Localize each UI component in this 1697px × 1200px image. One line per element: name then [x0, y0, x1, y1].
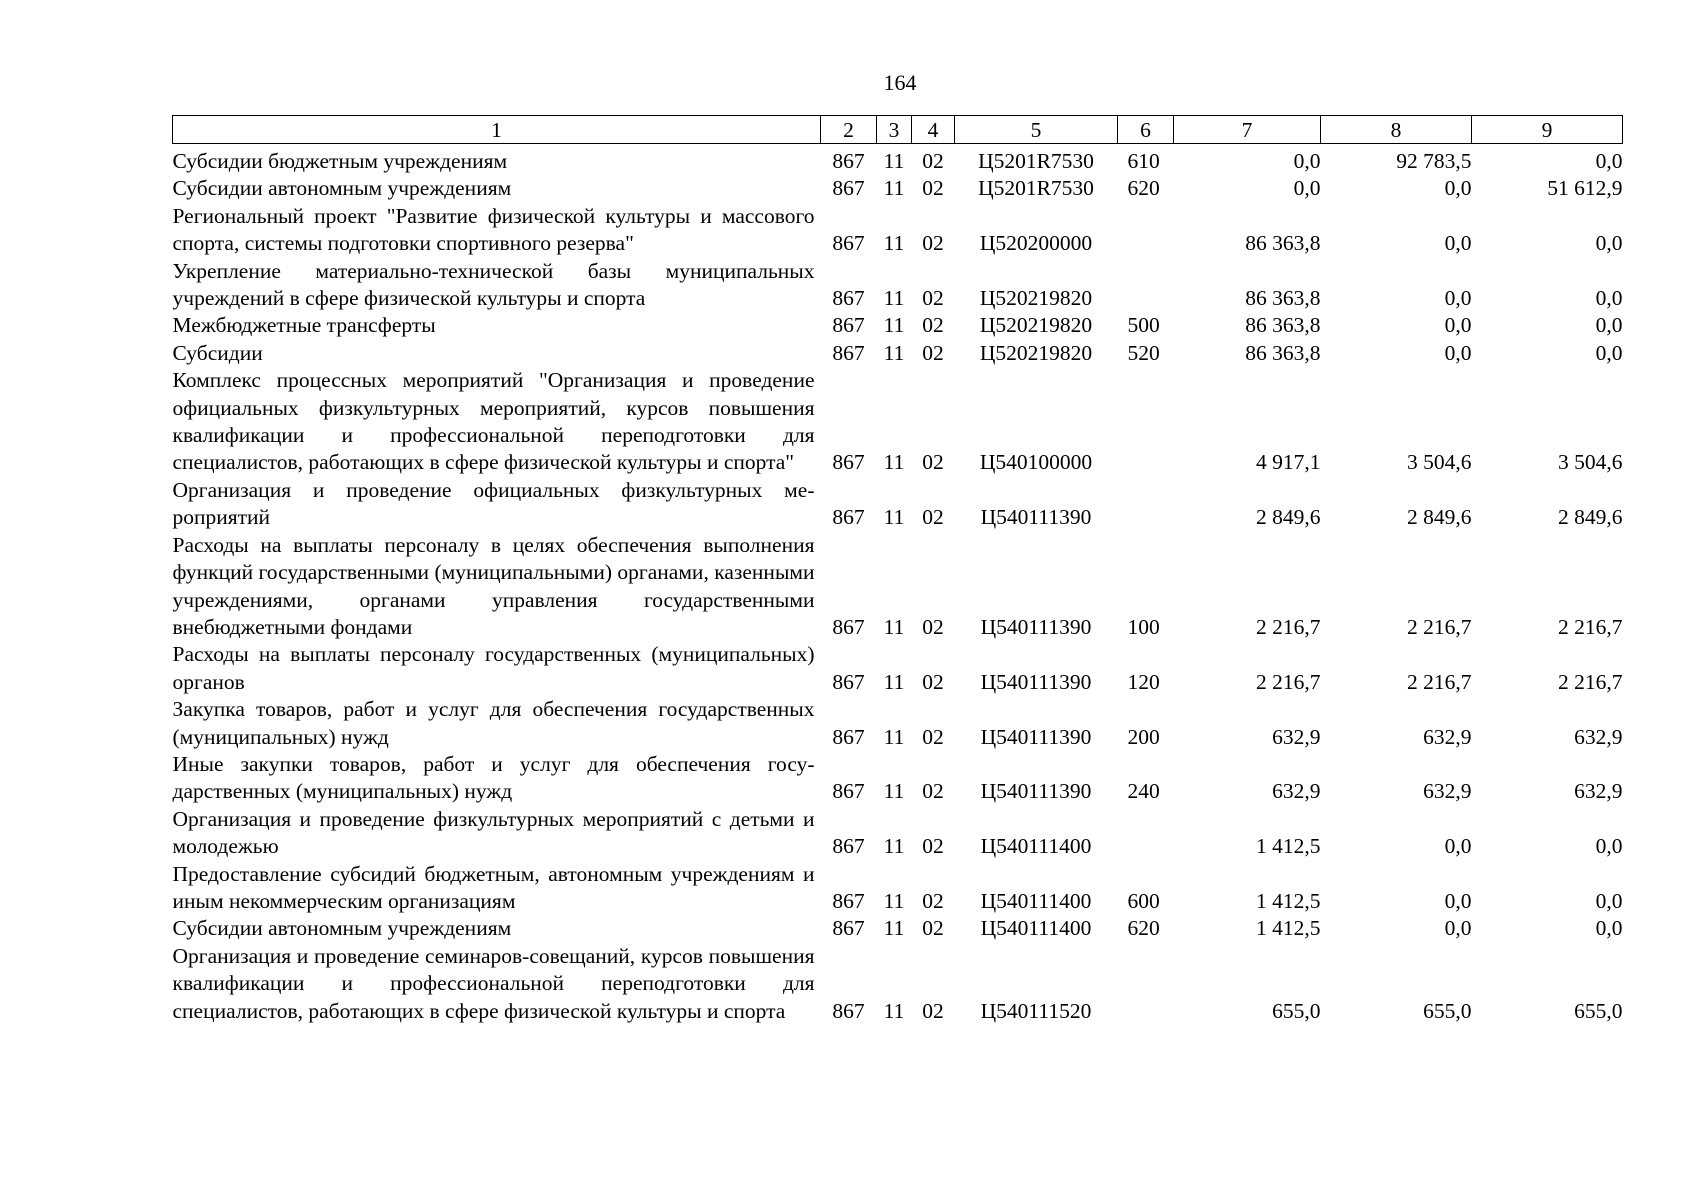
row-name-cell: Комплекс процессных мероприятий "Организация и проведение официальных физкультурных мероприятий, курсов повышения квалификации и профессиональной переподготовки для специалистов, работающих в сфере физической культуры и спорта" [172, 368, 815, 475]
row-expense-type-cell: 600 [1127, 888, 1160, 913]
row-name-cell: Расходы на выплаты персоналу в целях обеспечения выполнения функций государственными (муниципальными) органами, казенными учреждениями, органами управления государственными внебюджетными фондами [172, 532, 815, 639]
row-value-col8-cell: 0,0 [1444, 176, 1472, 201]
row-target-article-cell: Ц540111390 [980, 669, 1092, 694]
row-section-cell: 11 [883, 916, 905, 941]
row-target-article-cell: Ц540111400 [980, 916, 1092, 941]
row-section-cell: 11 [883, 313, 905, 338]
row-value-col7-cell: 1 412,5 [1256, 916, 1321, 941]
row-value-col9-cell: 0,0 [1595, 916, 1623, 941]
row-code-cell: 867 [832, 149, 865, 173]
row-value-col7-cell: 86 363,8 [1245, 286, 1321, 311]
row-subsection-cell: 02 [922, 614, 944, 639]
row-target-article-cell: Ц540111390 [980, 505, 1092, 530]
column-header-4: 4 [912, 116, 955, 144]
table-row [173, 806, 1623, 861]
row-value-col8-cell: 2 216,7 [1407, 669, 1472, 694]
row-value-col9-cell: 655,0 [1574, 998, 1623, 1023]
row-value-col9-cell: 0,0 [1595, 149, 1623, 173]
row-subsection-cell: 02 [922, 231, 944, 256]
row-name-cell: Организация и проведение физкультурных мероприятий с детьми и молодежью [172, 806, 815, 859]
row-code-cell: 867 [832, 916, 865, 941]
page-number: 164 [883, 70, 917, 95]
row-target-article-cell: Ц520219820 [979, 313, 1093, 338]
row-code-cell: 867 [832, 450, 865, 475]
row-value-col8-cell: 0,0 [1444, 286, 1472, 311]
row-value-col9-cell: 2 849,6 [1558, 505, 1623, 530]
row-value-col9-cell: 3 504,6 [1558, 450, 1623, 475]
row-subsection-cell: 02 [922, 313, 944, 338]
row-section-cell: 11 [883, 505, 905, 530]
table-row [173, 751, 1623, 806]
row-section-cell: 11 [883, 176, 905, 201]
table-row [173, 258, 1623, 313]
row-subsection-cell: 02 [922, 176, 944, 201]
row-name-cell: Иные закупки товаров, работ и услуг для обеспечения государственных (муниципальных) нужд [172, 751, 815, 804]
row-section-cell: 11 [883, 450, 905, 475]
row-code-cell: 867 [832, 286, 865, 311]
row-section-cell: 11 [883, 614, 905, 639]
row-section-cell: 11 [883, 286, 905, 311]
row-subsection-cell: 02 [922, 779, 944, 804]
row-target-article-cell: Ц520219820 [979, 286, 1093, 311]
row-section-cell: 11 [883, 834, 905, 859]
table-row [173, 144, 1623, 176]
row-target-article-cell: Ц540100000 [979, 450, 1093, 475]
row-value-col7-cell: 2 216,7 [1256, 614, 1321, 639]
row-subsection-cell: 02 [922, 834, 944, 859]
row-code-cell: 867 [832, 313, 865, 338]
table-row [173, 696, 1623, 751]
row-target-article-cell: Ц540111390 [980, 614, 1092, 639]
table-row [173, 367, 1623, 477]
row-expense-type-cell: 120 [1127, 669, 1160, 694]
row-target-article-cell: Ц540111390 [980, 724, 1092, 749]
row-value-col8-cell: 2 849,6 [1407, 505, 1472, 530]
table-row [173, 203, 1623, 258]
row-name-cell: Региональный проект "Развитие физической культуры и массового спорта, системы подготовки спортивного резерва" [172, 203, 815, 256]
row-value-col9-cell: 632,9 [1574, 724, 1623, 749]
table-body [173, 144, 1623, 1026]
table-row [173, 340, 1623, 367]
row-code-cell: 867 [832, 834, 865, 859]
column-header-3: 3 [877, 116, 912, 144]
row-subsection-cell: 02 [922, 149, 944, 173]
row-expense-type-cell [1118, 367, 1174, 477]
row-name-cell: Организация и проведение официальных физкультурных мероприятий [172, 477, 815, 530]
row-code-cell: 867 [832, 779, 865, 804]
row-expense-type-cell: 620 [1127, 176, 1160, 201]
row-value-col7-cell: 1 412,5 [1256, 834, 1321, 859]
row-subsection-cell: 02 [922, 669, 944, 694]
row-value-col7-cell: 86 363,8 [1245, 231, 1321, 256]
row-name-cell: Расходы на выплаты персоналу государственных (муниципальных) органов [172, 642, 815, 694]
row-subsection-cell: 02 [922, 286, 944, 311]
row-value-col8-cell: 0,0 [1444, 888, 1472, 913]
row-value-col7-cell: 0,0 [1293, 149, 1321, 173]
header-row [173, 116, 1623, 144]
column-header-6: 6 [1118, 116, 1174, 144]
row-code-cell: 867 [832, 724, 865, 749]
row-code-cell: 867 [832, 231, 865, 256]
table-row [173, 312, 1623, 339]
row-value-col8-cell: 655,0 [1423, 998, 1472, 1023]
row-code-cell: 867 [832, 614, 865, 639]
row-expense-type-cell [1118, 258, 1174, 313]
row-name-cell: Субсидии автономным учреждениям [172, 916, 512, 941]
row-value-col9-cell: 51 612,9 [1547, 176, 1623, 201]
row-value-col7-cell: 632,9 [1272, 724, 1321, 749]
row-target-article-cell: Ц5201R7530 [978, 149, 1094, 173]
row-expense-type-cell: 610 [1127, 149, 1160, 173]
row-section-cell: 11 [883, 998, 905, 1023]
row-value-col8-cell: 3 504,6 [1407, 450, 1472, 475]
row-value-col7-cell: 4 917,1 [1256, 450, 1321, 475]
row-subsection-cell: 02 [922, 724, 944, 749]
row-value-col8-cell: 632,9 [1423, 779, 1472, 804]
row-name-cell: Укрепление материально-технической базы муниципальных учреждений в сфере физической культуры и спорта [172, 258, 815, 311]
row-target-article-cell: Ц540111400 [980, 834, 1092, 859]
row-expense-type-cell: 620 [1127, 916, 1160, 941]
table-row [173, 532, 1623, 642]
table-header [173, 116, 1623, 144]
row-code-cell: 867 [832, 176, 865, 201]
row-value-col8-cell: 92 783,5 [1396, 149, 1472, 173]
row-name-cell: Межбюджетные трансферты [172, 313, 436, 338]
budget-table [172, 115, 1623, 1025]
row-target-article-cell: Ц540111390 [980, 779, 1092, 804]
row-target-article-cell: Ц540111400 [980, 888, 1092, 913]
row-name-cell: Субсидии [172, 340, 263, 365]
table-row [173, 915, 1623, 942]
row-subsection-cell: 02 [922, 505, 944, 530]
row-name-cell: Организация и проведение семинаров-совещаний, курсов повышения квалификации и профессиональной переподготовки для специалистов, работающих в сфере физической культуры и спорта [172, 943, 815, 1023]
row-subsection-cell: 02 [922, 916, 944, 941]
row-expense-type-cell [1118, 943, 1174, 1025]
row-value-col8-cell: 0,0 [1444, 834, 1472, 859]
row-value-col9-cell: 0,0 [1595, 888, 1623, 913]
table-row [173, 641, 1623, 696]
row-expense-type-cell: 100 [1127, 614, 1160, 639]
table-row [173, 477, 1623, 532]
row-value-col7-cell: 86 363,8 [1245, 313, 1321, 338]
row-subsection-cell: 02 [922, 450, 944, 475]
table-row [173, 943, 1623, 1025]
row-value-col9-cell: 0,0 [1595, 834, 1623, 859]
row-expense-type-cell: 200 [1127, 724, 1160, 749]
row-value-col8-cell: 0,0 [1444, 313, 1472, 338]
row-expense-type-cell [1118, 806, 1174, 861]
row-subsection-cell: 02 [922, 998, 944, 1023]
row-value-col9-cell: 0,0 [1595, 313, 1623, 338]
row-expense-type-cell [1118, 477, 1174, 532]
row-section-cell: 11 [883, 779, 905, 804]
row-code-cell: 867 [832, 505, 865, 530]
row-value-col9-cell: 0,0 [1595, 340, 1623, 365]
row-expense-type-cell: 500 [1127, 313, 1160, 338]
column-header-5: 5 [955, 116, 1118, 144]
row-value-col8-cell: 2 216,7 [1407, 614, 1472, 639]
row-value-col8-cell: 0,0 [1444, 231, 1472, 256]
table-row [173, 175, 1623, 202]
row-name-cell: Предоставление субсидий бюджетным, автономным учреждениям и иным некоммерческим организациям [172, 861, 815, 913]
row-name-cell: Субсидии бюджетным учреждениям [172, 149, 508, 173]
row-section-cell: 11 [883, 669, 905, 694]
column-header-9: 9 [1472, 116, 1623, 144]
row-section-cell: 11 [883, 340, 905, 365]
row-value-col8-cell: 0,0 [1444, 916, 1472, 941]
row-value-col7-cell: 86 363,8 [1245, 340, 1321, 365]
table-row [173, 861, 1623, 916]
column-header-8: 8 [1321, 116, 1472, 144]
row-value-col7-cell: 1 412,5 [1256, 888, 1321, 913]
column-header-1: 1 [173, 116, 821, 144]
row-value-col9-cell: 2 216,7 [1558, 614, 1623, 639]
row-subsection-cell: 02 [922, 888, 944, 913]
row-expense-type-cell: 240 [1127, 779, 1160, 804]
row-value-col8-cell: 632,9 [1423, 724, 1472, 749]
row-expense-type-cell [1118, 203, 1174, 258]
row-section-cell: 11 [883, 231, 905, 256]
row-code-cell: 867 [832, 669, 865, 694]
row-name-cell: Субсидии автономным учреждениям [172, 176, 512, 201]
row-target-article-cell: Ц540111520 [980, 998, 1092, 1023]
row-value-col7-cell: 632,9 [1272, 779, 1321, 804]
row-code-cell: 867 [832, 998, 865, 1023]
row-section-cell: 11 [883, 888, 905, 913]
row-value-col9-cell: 2 216,7 [1558, 669, 1623, 694]
row-value-col9-cell: 0,0 [1595, 231, 1623, 256]
column-header-7: 7 [1174, 116, 1321, 144]
row-name-cell: Закупка товаров, работ и услуг для обеспечения государственных (муниципальных) нужд [172, 697, 815, 749]
row-value-col7-cell: 0,0 [1293, 176, 1321, 201]
row-value-col8-cell: 0,0 [1444, 340, 1472, 365]
row-section-cell: 11 [883, 724, 905, 749]
row-code-cell: 867 [832, 340, 865, 365]
row-code-cell: 867 [832, 888, 865, 913]
row-section-cell: 11 [883, 149, 905, 173]
row-value-col7-cell: 2 849,6 [1256, 505, 1321, 530]
row-subsection-cell: 02 [922, 340, 944, 365]
row-value-col7-cell: 655,0 [1272, 998, 1321, 1023]
row-value-col9-cell: 0,0 [1595, 286, 1623, 311]
column-header-2: 2 [821, 116, 877, 144]
row-value-col9-cell: 632,9 [1574, 779, 1623, 804]
row-target-article-cell: Ц5201R7530 [978, 176, 1094, 201]
row-target-article-cell: Ц520219820 [979, 340, 1093, 365]
row-expense-type-cell: 520 [1127, 340, 1160, 365]
row-value-col7-cell: 2 216,7 [1256, 669, 1321, 694]
row-target-article-cell: Ц520200000 [979, 231, 1093, 256]
